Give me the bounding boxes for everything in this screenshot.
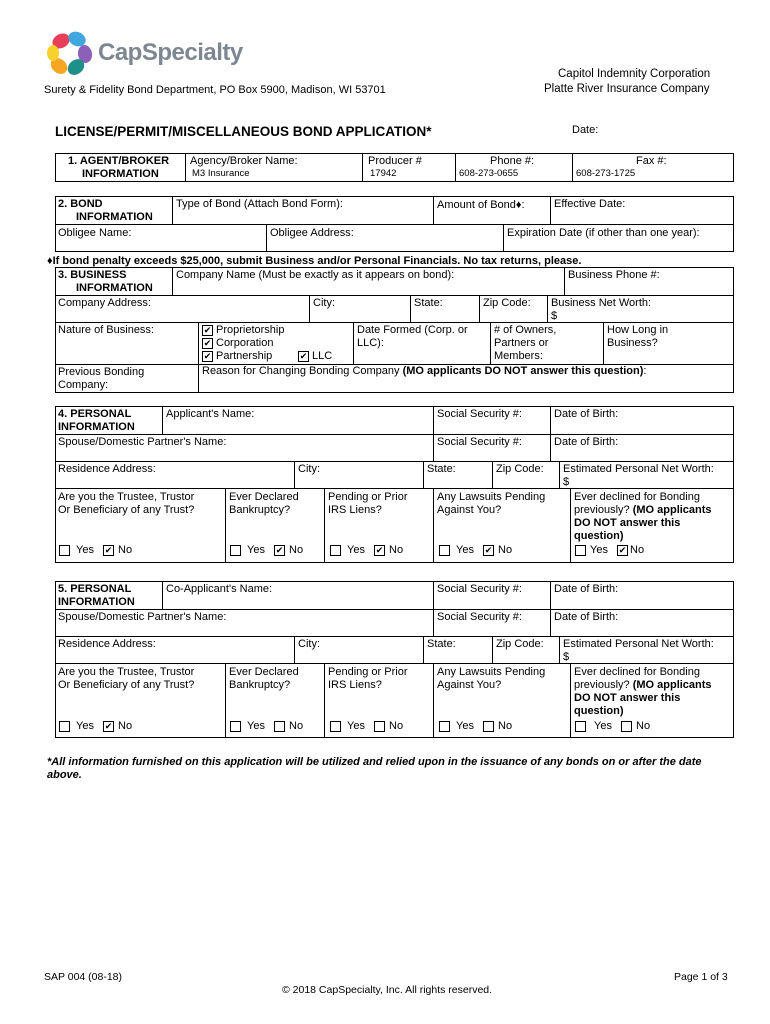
co-declined-no-checkbox[interactable] xyxy=(621,721,632,732)
state-label: State: xyxy=(414,297,443,309)
department-address: Surety & Fidelity Bond Department, PO Box 5900, Madison, WI 53701 xyxy=(44,84,386,96)
yes-label: Yes xyxy=(347,544,365,556)
co-lawsuits-question-2: Against You? xyxy=(437,679,502,691)
section-5-heading: 5. PERSONAL xyxy=(58,583,132,595)
copyright: © 2018 CapSpecialty, Inc. All rights reserved. xyxy=(282,984,493,996)
yes-label: Yes xyxy=(456,720,474,732)
no-label: No xyxy=(118,544,133,556)
previous-bonding-label: Previous Bonding xyxy=(58,366,145,378)
irs-yes-checkbox[interactable] xyxy=(330,545,341,556)
personal-section-2 xyxy=(55,581,734,738)
company-logo xyxy=(44,27,243,81)
bankruptcy-question: Ever Declared xyxy=(229,491,299,503)
section-1-heading-2: INFORMATION xyxy=(82,168,159,180)
co-residence-address-label: Residence Address: xyxy=(58,638,156,650)
section-5-heading-2: INFORMATION xyxy=(58,596,135,608)
declined-question-2: previously? (MO applicants xyxy=(574,504,712,516)
co-spouse-ssn-label: Social Security #: xyxy=(437,611,522,623)
business-net-worth-label: Business Net Worth: xyxy=(551,297,652,309)
residence-address-label: Residence Address: xyxy=(58,463,156,475)
fax-value[interactable]: 608-273-1725 xyxy=(576,168,636,179)
spouse-ssn-label: Social Security #: xyxy=(437,436,522,448)
declined-no-checkbox[interactable]: ✔ xyxy=(618,545,627,555)
city-label: City: xyxy=(313,297,335,309)
trust-question-2: Or Beneficiary of any Trust? xyxy=(58,504,195,516)
yes-label: Yes xyxy=(590,544,608,556)
trust-question: Are you the Trustee, Trustor xyxy=(58,491,195,503)
co-declined-question-3: DO NOT answer this xyxy=(574,692,681,704)
declined-question: Ever declined for Bonding xyxy=(574,491,700,503)
bankruptcy-no-checkbox[interactable]: ✔ xyxy=(275,545,284,555)
co-residence-zip-label: Zip Code: xyxy=(496,638,544,650)
yes-label: Yes xyxy=(247,720,265,732)
how-long-label-2: Business? xyxy=(607,337,658,349)
section-2-heading: 2. BOND xyxy=(58,198,103,210)
fax-label: Fax #: xyxy=(636,155,667,167)
lawsuits-question: Any Lawsuits Pending xyxy=(437,491,546,503)
zip-label: Zip Code: xyxy=(483,297,531,309)
co-bankruptcy-yes-checkbox[interactable] xyxy=(230,721,241,732)
net-worth-dollar: $ xyxy=(563,476,570,488)
corporation-label: Corporation xyxy=(216,337,274,349)
lawsuits-no-checkbox[interactable]: ✔ xyxy=(484,545,493,555)
dollar-sign: $ xyxy=(551,310,558,322)
reason-changing-label: Reason for Changing Bonding Company (MO applicants DO NOT answer this question): xyxy=(202,365,647,377)
company-name-label: Company Name (Must be exactly as it appears on bond): xyxy=(176,269,455,281)
partnership-checkbox[interactable]: ✔ xyxy=(203,351,212,361)
logo-flower-icon xyxy=(44,27,96,79)
section-2-heading-2: INFORMATION xyxy=(76,211,153,223)
co-residence-city-label: City: xyxy=(298,638,320,650)
bond-amount-label: Amount of Bond♦: xyxy=(437,199,525,211)
yes-label: Yes xyxy=(247,544,265,556)
co-irs-liens-question-2: IRS Liens? xyxy=(328,679,382,691)
personal-section-1 xyxy=(55,406,734,563)
obligee-name-label: Obligee Name: xyxy=(58,227,132,239)
co-spouse-dob-label: Date of Birth: xyxy=(554,611,619,623)
llc-label: LLC xyxy=(312,350,333,362)
owners-label-2: Partners or xyxy=(494,337,549,349)
bond-type-label: Type of Bond (Attach Bond Form): xyxy=(176,198,343,210)
effective-date-label: Effective Date: xyxy=(554,198,626,210)
expiration-date-label: Expiration Date (if other than one year): xyxy=(507,227,700,239)
obligee-address-label: Obligee Address: xyxy=(270,227,354,239)
page-number: Page 1 of 3 xyxy=(674,971,728,983)
irs-liens-question-2: IRS Liens? xyxy=(328,504,382,516)
yes-label: Yes xyxy=(347,720,365,732)
declined-question-3: DO NOT answer this xyxy=(574,517,681,529)
trust-yes-checkbox[interactable] xyxy=(59,545,70,556)
co-residence-state-label: State: xyxy=(427,638,456,650)
declined-yes-checkbox[interactable] xyxy=(575,545,586,556)
co-spouse-name-label: Spouse/Domestic Partner's Name: xyxy=(58,611,227,623)
applicant-dob-label: Date of Birth: xyxy=(554,408,619,420)
residence-state-label: State: xyxy=(427,463,456,475)
phone-value[interactable]: 608-273-0655 xyxy=(459,168,519,179)
phone-label: Phone #: xyxy=(490,155,535,167)
form-number: SAP 004 (08-18) xyxy=(44,971,123,983)
producer-value[interactable]: 17942 xyxy=(370,168,397,179)
page-title: LICENSE/PERMIT/MISCELLANEOUS BOND APPLICATION* xyxy=(55,124,432,139)
residence-zip-label: Zip Code: xyxy=(496,463,544,475)
previous-bonding-label-2: Company: xyxy=(58,379,109,391)
no-label: No xyxy=(118,720,133,732)
nature-of-business-label: Nature of Business: xyxy=(58,324,154,336)
yes-label: Yes xyxy=(76,720,94,732)
no-label: No xyxy=(636,720,651,732)
co-irs-yes-checkbox[interactable] xyxy=(330,721,341,732)
applicant-ssn-label: Social Security #: xyxy=(437,408,522,420)
no-label: No xyxy=(389,720,404,732)
business-phone-label: Business Phone #: xyxy=(568,269,660,281)
date-formed-label-2: LLC): xyxy=(357,337,384,349)
partnership-label: Partnership xyxy=(216,350,273,362)
co-lawsuits-yes-checkbox[interactable] xyxy=(439,721,450,732)
yes-label: Yes xyxy=(594,720,612,732)
bankruptcy-yes-checkbox[interactable] xyxy=(230,545,241,556)
coapplicant-name-label: Co-Applicant's Name: xyxy=(166,583,273,595)
co-trust-yes-checkbox[interactable] xyxy=(59,721,70,732)
co-trust-question-2: Or Beneficiary of any Trust? xyxy=(58,679,195,691)
co-irs-liens-question: Pending or Prior xyxy=(328,666,408,678)
footnote: *All information furnished on this application will be utilized and relied upon in the issuance of any bonds on or after the date xyxy=(47,756,702,768)
corporation-checkbox[interactable]: ✔ xyxy=(203,338,212,348)
producer-label: Producer # xyxy=(368,155,422,167)
co-trust-question: Are you the Trustee, Trustor xyxy=(58,666,195,678)
logo-text: CapSpecialty xyxy=(98,39,243,66)
personal-net-worth-label: Estimated Personal Net Worth: xyxy=(563,463,714,475)
co-declined-question-4: question) xyxy=(574,705,624,717)
applicant-name-label: Applicant's Name: xyxy=(166,408,255,420)
date-label: Date: xyxy=(572,124,599,136)
co-declined-question: Ever declined for Bonding xyxy=(574,666,700,678)
section-3-heading: 3. BUSINESS xyxy=(58,269,127,281)
declined-question-4: question) xyxy=(574,530,624,542)
lawsuits-question-2: Against You? xyxy=(437,504,502,516)
company-name-2: Platte River Insurance Company xyxy=(544,83,710,95)
section-3-heading-2: INFORMATION xyxy=(76,282,153,294)
footnote-2: above. xyxy=(47,769,82,781)
no-label: No xyxy=(630,544,645,556)
residence-city-label: City: xyxy=(298,463,320,475)
no-label: No xyxy=(498,544,513,556)
llc-checkbox[interactable]: ✔ xyxy=(299,351,308,361)
co-irs-no-checkbox[interactable] xyxy=(374,721,385,732)
co-net-worth-dollar: $ xyxy=(563,651,570,663)
irs-no-checkbox[interactable]: ✔ xyxy=(375,545,384,555)
spouse-name-label: Spouse/Domestic Partner's Name: xyxy=(58,436,227,448)
co-lawsuits-no-checkbox[interactable] xyxy=(483,721,494,732)
co-trust-no-checkbox[interactable]: ✔ xyxy=(104,721,113,731)
co-declined-yes-checkbox[interactable] xyxy=(575,721,586,732)
coapplicant-ssn-label: Social Security #: xyxy=(437,583,522,595)
irs-liens-question: Pending or Prior xyxy=(328,491,408,503)
co-bankruptcy-question-2: Bankruptcy? xyxy=(229,679,291,691)
yes-label: Yes xyxy=(76,544,94,556)
bond-penalty-note: ♦If bond penalty exceeds $25,000, submit Business and/or Personal Financials. No tax returns, please. xyxy=(47,255,582,267)
date-formed-label: Date Formed (Corp. or xyxy=(357,324,468,336)
owners-label: # of Owners, xyxy=(494,324,557,336)
company-name-1: Capitol Indemnity Corporation xyxy=(558,68,711,80)
company-address-label: Company Address: xyxy=(58,297,151,309)
section-1-heading: 1. AGENT/BROKER xyxy=(68,155,170,167)
section-4-heading: 4. PERSONAL xyxy=(58,408,132,420)
no-label: No xyxy=(389,544,404,556)
proprietorship-checkbox[interactable]: ✔ xyxy=(203,325,212,335)
lawsuits-yes-checkbox[interactable] xyxy=(439,545,450,556)
co-bankruptcy-question: Ever Declared xyxy=(229,666,299,678)
agency-name-label: Agency/Broker Name: xyxy=(190,155,298,167)
no-label: No xyxy=(289,544,304,556)
agency-name-value[interactable]: M3 Insurance xyxy=(192,168,250,179)
no-label: No xyxy=(289,720,304,732)
spouse-dob-label: Date of Birth: xyxy=(554,436,619,448)
co-lawsuits-question: Any Lawsuits Pending xyxy=(437,666,546,678)
proprietorship-label: Proprietorship xyxy=(216,324,285,336)
trust-no-checkbox[interactable]: ✔ xyxy=(104,545,113,555)
how-long-label: How Long in xyxy=(607,324,669,336)
no-label: No xyxy=(498,720,513,732)
section-4-heading-2: INFORMATION xyxy=(58,421,135,433)
coapplicant-dob-label: Date of Birth: xyxy=(554,583,619,595)
co-declined-question-2: previously? (MO applicants xyxy=(574,679,712,691)
yes-label: Yes xyxy=(456,544,474,556)
bankruptcy-question-2: Bankruptcy? xyxy=(229,504,291,516)
owners-label-3: Members: xyxy=(494,350,543,362)
co-net-worth-label: Estimated Personal Net Worth: xyxy=(563,638,714,650)
co-bankruptcy-no-checkbox[interactable] xyxy=(274,721,285,732)
